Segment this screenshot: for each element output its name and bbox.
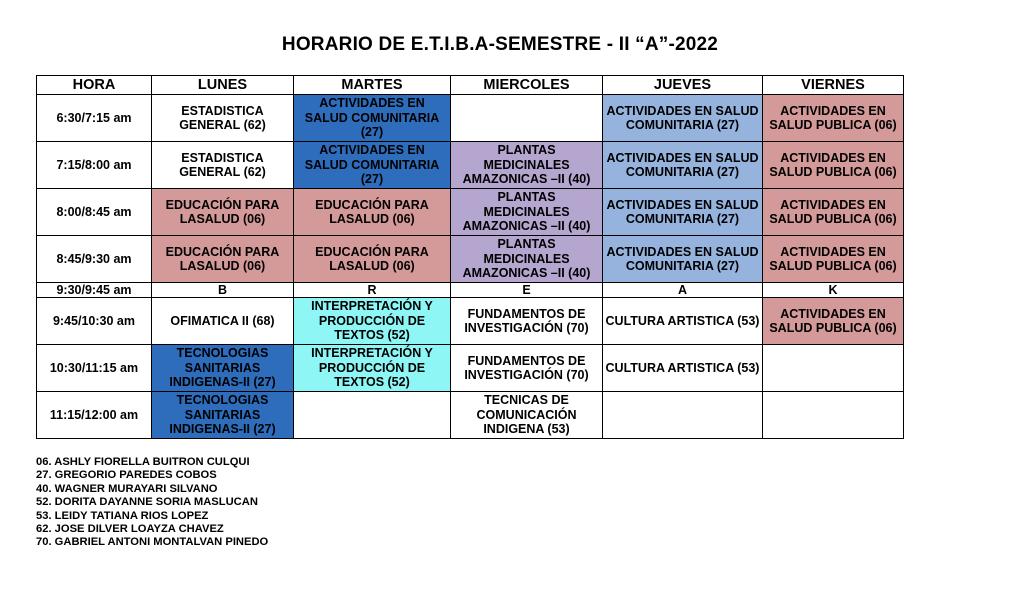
class-cell: PLANTAS MEDICINALES AMAZONICAS –II (40) — [451, 189, 603, 236]
header-lunes: LUNES — [152, 76, 294, 95]
teacher-entry: 06. ASHLY FIORELLA BUITRON CULQUI — [36, 456, 250, 468]
time-cell: 6:30/7:15 am — [37, 95, 152, 142]
teacher-entry: 52. DORITA DAYANNE SORIA MASLUCAN — [36, 496, 258, 509]
class-cell: ACTIVIDADES EN SALUD PUBLICA (06) — [763, 298, 904, 345]
schedule-table — [36, 75, 904, 439]
header-viernes: VIERNES — [763, 76, 904, 95]
class-cell: ACTIVIDADES EN SALUD COMUNITARIA (27) — [294, 95, 451, 142]
class-cell: ACTIVIDADES EN SALUD COMUNITARIA (27) — [294, 142, 451, 189]
class-cell: ACTIVIDADES EN SALUD COMUNITARIA (27) — [603, 142, 763, 189]
class-cell: EDUCACIÓN PARA LASALUD (06) — [294, 236, 451, 283]
table-row — [37, 142, 904, 189]
page-title: HORARIO DE E.T.I.B.A-SEMESTRE - II “A”-2022 — [281, 34, 719, 55]
break-cell: B — [152, 283, 294, 298]
teacher-entry: 40. WAGNER MURAYARI SILVANO — [36, 482, 218, 495]
class-cell — [294, 392, 451, 439]
class-cell: FUNDAMENTOS DE INVESTIGACIÓN (70) — [451, 298, 603, 345]
break-cell: A — [603, 283, 763, 298]
class-cell: ACTIVIDADES EN SALUD COMUNITARIA (27) — [603, 95, 763, 142]
time-cell: 7:15/8:00 am — [37, 142, 152, 189]
header-martes: MARTES — [294, 76, 451, 95]
teacher-entry: 62. JOSE DILVER LOAYZA CHAVEZ — [36, 523, 224, 536]
class-cell: INTERPRETACIÓN Y PRODUCCIÓN DE TEXTOS (52) — [294, 298, 451, 345]
header-hora: HORA — [37, 76, 152, 95]
break-cell: E — [451, 283, 603, 298]
table-row — [37, 95, 904, 142]
break-cell: K — [763, 283, 904, 298]
class-cell: ACTIVIDADES EN SALUD PUBLICA (06) — [763, 236, 904, 283]
table-row — [37, 392, 904, 439]
teacher-entry: 27. GREGORIO PAREDES COBOS — [36, 469, 217, 482]
class-cell: PLANTAS MEDICINALES AMAZONICAS –II (40) — [451, 236, 603, 283]
class-cell: TECNOLOGIAS SANITARIAS INDIGENAS-II (27) — [152, 345, 294, 392]
class-cell: EDUCACIÓN PARA LASALUD (06) — [152, 189, 294, 236]
class-cell — [763, 345, 904, 392]
class-cell: ACTIVIDADES EN SALUD PUBLICA (06) — [763, 189, 904, 236]
header-miercoles: MIERCOLES — [451, 76, 603, 95]
class-cell: TECNOLOGIAS SANITARIAS INDIGENAS-II (27) — [152, 392, 294, 439]
header-row — [37, 76, 904, 95]
time-cell: 8:45/9:30 am — [37, 236, 152, 283]
time-cell: 11:15/12:00 am — [37, 392, 152, 439]
table-row — [37, 189, 904, 236]
break-cell: R — [294, 283, 451, 298]
class-cell — [763, 392, 904, 439]
class-cell: ESTADISTICA GENERAL (62) — [152, 95, 294, 142]
teacher-entry: 53. LEIDY TATIANA RIOS LOPEZ — [36, 509, 209, 522]
class-cell: TECNICAS DE COMUNICACIÓN INDIGENA (53) — [451, 392, 603, 439]
time-cell: 9:45/10:30 am — [37, 298, 152, 345]
teacher-entry: 70. GABRIEL ANTONI MONTALVAN PINEDO — [36, 536, 269, 549]
class-cell: FUNDAMENTOS DE INVESTIGACIÓN (70) — [451, 345, 603, 392]
teacher-legend — [36, 456, 268, 550]
time-cell: 10:30/11:15 am — [37, 345, 152, 392]
class-cell — [451, 95, 603, 142]
class-cell: ACTIVIDADES EN SALUD PUBLICA (06) — [763, 95, 904, 142]
time-cell: 9:30/9:45 am — [37, 283, 152, 298]
table-row — [37, 298, 904, 345]
break-row — [37, 283, 904, 298]
class-cell: EDUCACIÓN PARA LASALUD (06) — [294, 189, 451, 236]
class-cell: CULTURA ARTISTICA (53) — [603, 345, 763, 392]
time-cell: 8:00/8:45 am — [37, 189, 152, 236]
class-cell: ACTIVIDADES EN SALUD COMUNITARIA (27) — [603, 236, 763, 283]
class-cell: INTERPRETACIÓN Y PRODUCCIÓN DE TEXTOS (52) — [294, 345, 451, 392]
class-cell: ACTIVIDADES EN SALUD COMUNITARIA (27) — [603, 189, 763, 236]
class-cell: ACTIVIDADES EN SALUD PUBLICA (06) — [763, 142, 904, 189]
class-cell: PLANTAS MEDICINALES AMAZONICAS –II (40) — [451, 142, 603, 189]
class-cell: ESTADISTICA GENERAL (62) — [152, 142, 294, 189]
table-row — [37, 236, 904, 283]
class-cell: OFIMATICA II (68) — [152, 298, 294, 345]
class-cell: CULTURA ARTISTICA (53) — [603, 298, 763, 345]
class-cell — [603, 392, 763, 439]
class-cell: EDUCACIÓN PARA LASALUD (06) — [152, 236, 294, 283]
header-jueves: JUEVES — [603, 76, 763, 95]
table-row — [37, 345, 904, 392]
